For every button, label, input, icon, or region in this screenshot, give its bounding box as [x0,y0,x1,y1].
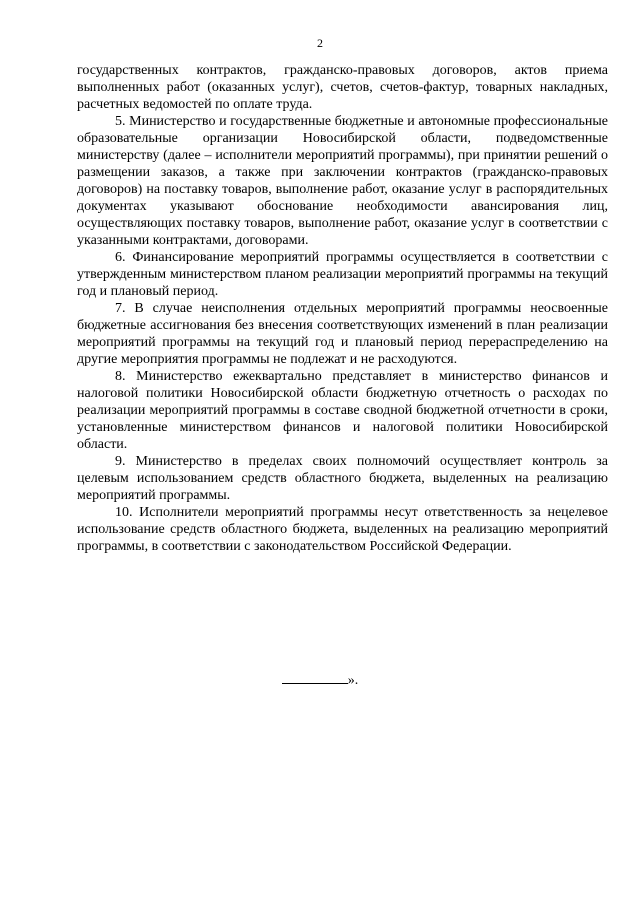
closing-underline [282,670,348,684]
paragraph-item-10: 10. Исполнители мероприятий программы несут ответственность за нецелевое использование средств областного бюджета, выделенных на реализацию мероприятий программы, в соответствии с законодательством Российской Федерации. [77,505,608,554]
paragraph-item-8: 8. Министерство ежеквартально представляет в министерство финансов и налоговой политики Новосибирской области бюджетную отчетность о расходах по реализации мероприятий программы в составе сводной бюджетной отчетности в сроки, установленные министерством финансов и налоговой политики Новосибирской области. [77,369,608,452]
closing-mark [0,670,640,689]
paragraph-item-5: 5. Министерство и государственные бюджетные и автономные профессиональные образовательные организации Новосибирской области, подведомственные министерству (далее – исполнители мероприятий программы), при принятии решений о размещении заказов, а также при заключении контрактов (гражданско-правовых договоров) на поставку товаров, выполнение работ, оказание услуг в распорядительных документах указывают обоснование необходимости авансирования лиц, осуществляющих поставку товаров, выполнение работ, оказание услуг в соответствии с указанными контрактами, договорами. [77,114,608,248]
paragraph-item-9: 9. Министерство в пределах своих полномочий осуществляет контроль за целевым использованием средств областного бюджета, выделенных на реализацию мероприятий программы. [77,454,608,503]
document-body [77,62,608,555]
page-number: 2 [317,36,323,50]
paragraph-item-7: 7. В случае неисполнения отдельных мероприятий программы неосвоенные бюджетные ассигнования без внесения соответствующих изменений в план реализации мероприятий программы на текущий год и плановый период перераспределению на другие мероприятия программы не подлежат и не расходуются. [77,301,608,367]
paragraph-continuation: государственных контрактов, гражданско-правовых договоров, актов приема выполненных работ (оказанных услуг), счетов, счетов-фактур, товарных накладных, расчетных ведомостей по оплате труда. [77,63,608,112]
paragraph-item-6: 6. Финансирование мероприятий программы осуществляется в соответствии с утвержденным министерством планом реализации мероприятий программы на текущий год и плановый период. [77,250,608,299]
closing-quote: ». [347,673,359,688]
